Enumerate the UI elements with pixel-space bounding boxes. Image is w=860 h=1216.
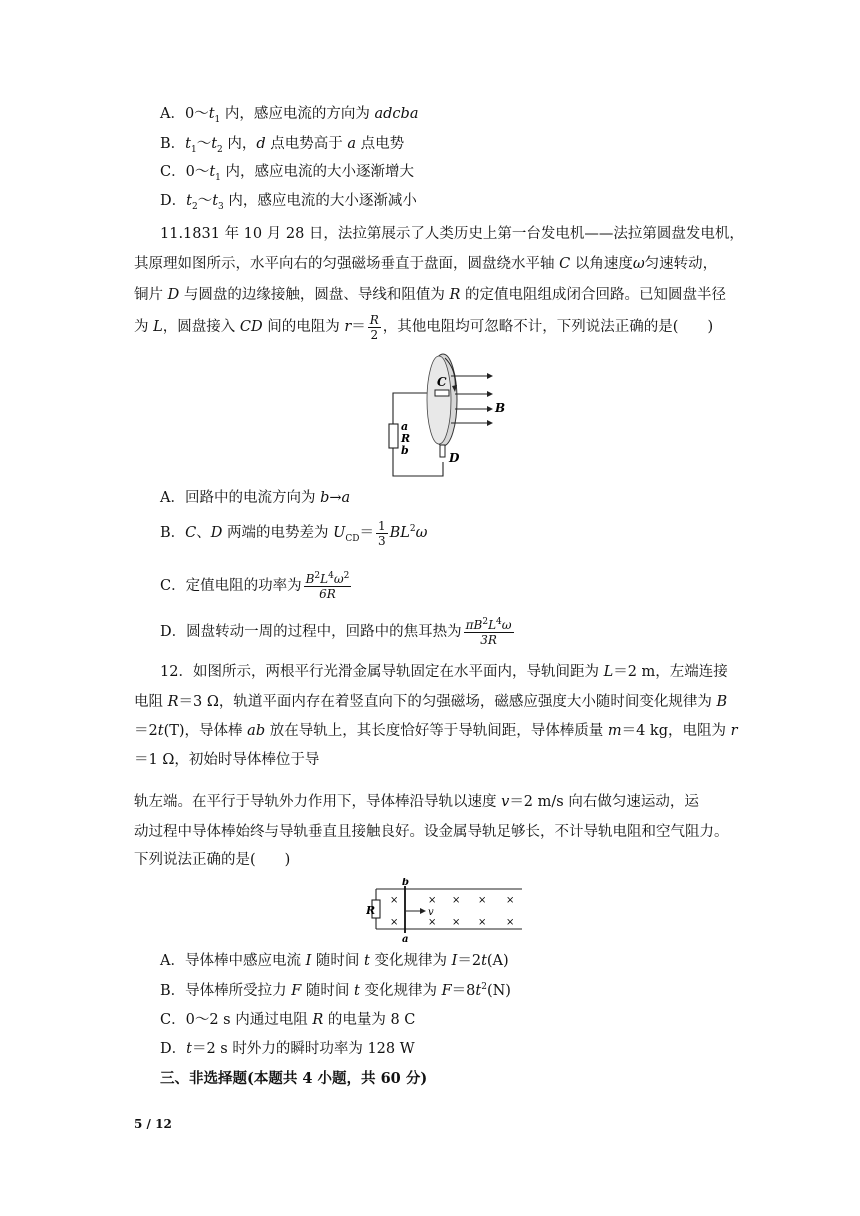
q12-option-c: C．0～2 s 内通过电阻 R 的电量为 8 C	[160, 1012, 416, 1028]
q12-option-d: D．t＝2 s 时外力的瞬时功率为 128 W	[160, 1041, 415, 1057]
label-R: R	[366, 904, 376, 917]
q11-line-2: 其原理如图所示，水平向右的匀强磁场垂直于盘面，圆盘绕水平轴 C 以角速度ω匀速转动，	[134, 256, 718, 272]
q12-line-7: 下列说法正确的是( )	[134, 852, 291, 868]
label-a: a	[401, 420, 409, 433]
q11-option-a: A．回路中的电流方向为 b→a	[160, 490, 351, 506]
q12-line-2: 电阻 R＝3 Ω，轨道平面内存在着竖直向下的匀强磁场，磁感应强度大小随时间变化规律为 B	[134, 694, 728, 710]
faraday-disk-figure	[385, 350, 510, 480]
section-heading: 三、非选择题(本题共 4 小题，共 60 分)	[160, 1070, 428, 1087]
label-v: v	[428, 907, 434, 918]
label-b: b	[402, 878, 409, 888]
field-cross: ×	[390, 917, 399, 928]
field-cross: ×	[506, 917, 515, 928]
field-cross: ×	[452, 917, 461, 928]
q10-option-a: A．$0\sim t_1$ 内，感应电流的方向为 adcba	[160, 106, 419, 125]
field-cross: ×	[478, 917, 487, 928]
label-D: D	[449, 451, 460, 465]
q11-option-b: B．C、D 两端的电势差为 $U_{CD}=$ $\frac{1}{3}$ $BL^2\omega$	[160, 518, 428, 548]
fraction-r-half: $\frac{R}{2}$	[369, 312, 379, 342]
q12-option-a: A．导体棒中感应电流 I 随时间 t 变化规律为 I＝2t(A)	[160, 953, 509, 969]
q10-option-c: C．$0\sim t_1$ 内，感应电流的大小逐渐增大	[160, 164, 414, 183]
q12-line-6: 动过程中导体棒始终与导轨垂直且接触良好。设金属导轨足够长，不计导轨电阻和空气阻力。	[134, 824, 729, 840]
q11-option-c: C．定值电阻的功率为 $\frac{B^2L^4\omega^2}{6R}$	[160, 570, 350, 601]
fraction-power: $\frac{B^2L^4\omega^2}{6R}$	[305, 570, 350, 601]
q11-line-4: 为 L，圆盘接入 CD 间的电阻为 r＝ $\frac{R}{2}$ ，其他电阻均可忽略不计，下列说法正确的是( )	[134, 312, 714, 342]
q12-line-3: ＝2t(T)，导体棒 ab 放在导轨上，其长度恰好等于导轨间距，导体棒质量 m＝4 kg，电阻为 r	[134, 723, 738, 739]
q12-line-1: 12．如图所示，两根平行光滑金属导轨固定在水平面内，导轨间距为 L＝2 m，左端连接	[160, 664, 728, 680]
fraction-heat: $\frac{\pi B^2L^4\omega}{3R}$	[465, 616, 512, 647]
field-cross: ×	[478, 895, 487, 906]
label-C: C	[437, 375, 447, 389]
q12-line-4: ＝1 Ω，初始时导体棒位于导	[134, 752, 320, 768]
field-cross: ×	[390, 895, 399, 906]
field-cross: ×	[506, 895, 515, 906]
field-cross: ×	[428, 917, 437, 928]
rails-figure	[366, 878, 526, 944]
field-cross: ×	[452, 895, 461, 906]
q11-line-1: 11.1831 年 10 月 28 日，法拉第展示了人类历史上第一台发电机——法拉第圆盘发电机，	[160, 226, 744, 242]
label-b: b	[401, 444, 409, 457]
fraction-one-third: $\frac{1}{3}$	[377, 518, 386, 548]
label-a: a	[402, 934, 409, 944]
q12-option-b: B．导体棒所受拉力 F 随时间 t 变化规律为 $F=8t^2(N)$	[160, 982, 511, 999]
q12-line-5: 轨左端。在平行于导轨外力作用下，导体棒沿导轨以速度 v＝2 m/s 向右做匀速运动，运	[134, 794, 699, 810]
label-B: B	[495, 401, 506, 415]
page-number: 5 / 12	[134, 1117, 172, 1131]
q10-option-d: D．$t_2\sim t_3$ 内，感应电流的大小逐渐减小	[160, 193, 417, 212]
field-cross: ×	[428, 895, 437, 906]
label-R: R	[401, 432, 411, 445]
q10-option-b: B．$t_1\sim t_2$ 内，d 点电势高于 a 点电势	[160, 136, 405, 155]
q11-option-d: D．圆盘转动一周的过程中，回路中的焦耳热为 $\frac{\pi B^2L^4\omega}{3R}$	[160, 616, 512, 647]
q11-line-3: 铜片 D 与圆盘的边缘接触，圆盘、导线和阻值为 R 的定值电阻组成闭合回路。已知圆盘半径	[134, 287, 726, 303]
